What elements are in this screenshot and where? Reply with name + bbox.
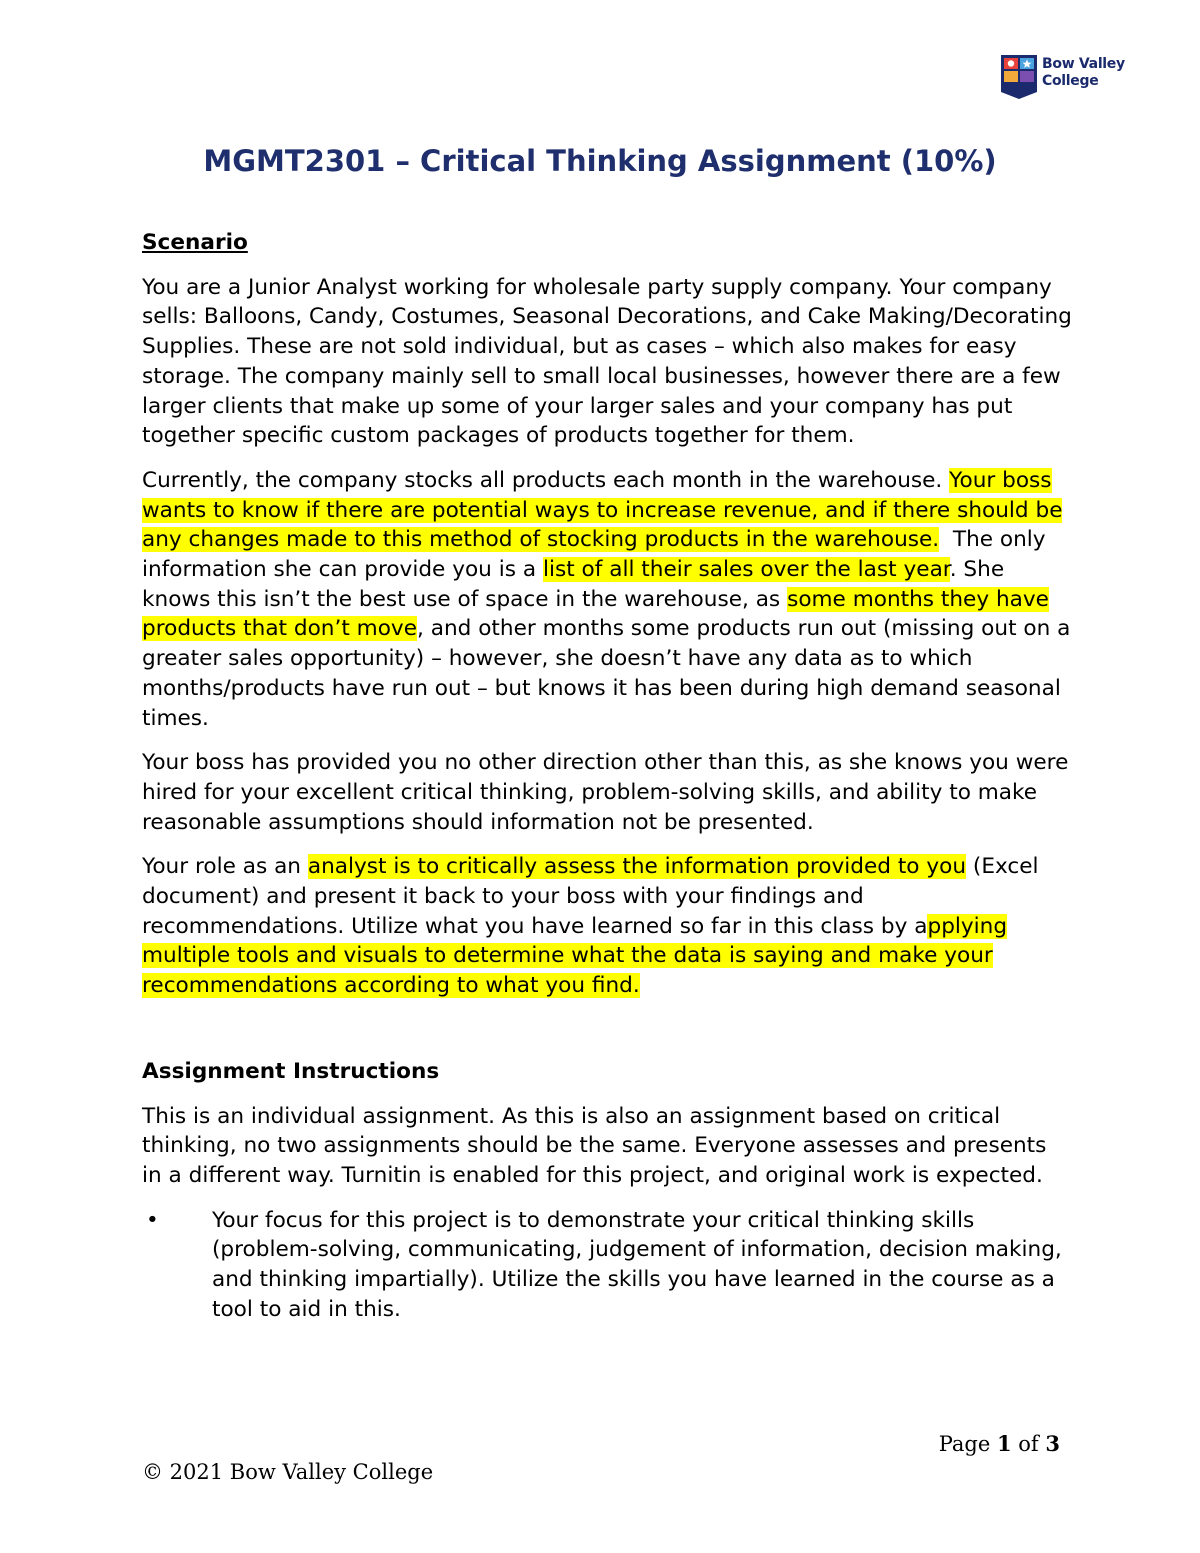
highlight-products-dont-move: some months they have products that don’t move bbox=[142, 586, 1049, 642]
scenario-paragraph-3: Your boss has provided you no other direction other than this, as she knows you were hired for your excellent critical thinking, problem-solving skills, and ability to make reasonable assumptions should information not be presented. bbox=[142, 750, 1069, 835]
bullet-icon: • bbox=[146, 1207, 159, 1233]
scenario-p2-text-c: . She knows this isn’t the best use of space in the warehouse, as bbox=[142, 557, 1005, 612]
highlight-sales-list: list of all their sales over the last year bbox=[542, 557, 950, 583]
scenario-p4-text-a: Your role as an bbox=[142, 854, 308, 880]
instructions-heading: Assignment Instructions bbox=[142, 1058, 440, 1084]
scenario-paragraph-1: You are a Junior Analyst working for wholesale party supply company. Your company sells: Balloons, Candy, Costumes, Seasonal Decorations, and Cake Making/Decorating Supplies. These are not sold individual, but as cases – which also makes for easy storage. The company mainly sell to small local businesses, however there are a few larger clients that make up some of your larger sales and your company has put together specific custom packages of products together for them. bbox=[142, 274, 1072, 449]
logo-line-2: College bbox=[1042, 73, 1099, 89]
page-current: 1 bbox=[996, 1431, 1012, 1456]
page-of: of bbox=[1011, 1432, 1046, 1456]
page-word: Page bbox=[938, 1432, 997, 1456]
scenario-heading: Scenario bbox=[142, 230, 248, 255]
scenario-p2-text-d: , and other months some products run out (missing out on a greater sales opportunity) – however, she doesn’t have any data as to which months/products have run out – but knows it has been during high demand seasonal times. bbox=[142, 616, 1071, 731]
highlight-analyst-role: analyst is to critically assess the information provided to you bbox=[307, 854, 967, 880]
copyright-footer: © 2021 Bow Valley College bbox=[142, 1460, 434, 1484]
highlight-apply-tools: pplying multiple tools and visuals to determine what the data is saying and make your recommendations according to what you find. bbox=[142, 913, 1008, 999]
document-title: MGMT2301 – Critical Thinking Assignment (10%) bbox=[203, 144, 997, 178]
scenario-paragraph-4 bbox=[142, 852, 1072, 1001]
scenario-p2-text-a: Currently, the company stocks all products each month in the warehouse. bbox=[142, 467, 950, 493]
scenario-paragraph-2 bbox=[142, 466, 1072, 733]
list-item-text: Your focus for this project is to demonstrate your critical thinking skills (problem-solving, communicating, judgement of information, decision making, and thinking impartially). Utilize the skills you have learned in the course as a tool to aid in this. bbox=[212, 1207, 1062, 1322]
section-spacer bbox=[142, 1016, 1072, 1057]
logo-line-1: Bow Valley bbox=[1042, 56, 1125, 72]
list-item bbox=[142, 1206, 1072, 1325]
instructions-bullet-list bbox=[142, 1206, 1072, 1325]
college-logo-text bbox=[1042, 56, 1125, 90]
scenario-p4-text-b: (Excel document) and present it back to your boss with your findings and recommendations. Utilize what you have learned so far in this class by a bbox=[142, 854, 1039, 939]
document-body bbox=[142, 228, 1072, 1325]
highlight-boss-wants: Your boss wants to know if there are potential ways to increase revenue, and if there should be any changes made to this method of stocking products in the warehouse. bbox=[142, 467, 1063, 553]
page-number bbox=[939, 1430, 1060, 1458]
instructions-paragraph-1: This is an individual assignment. As this is also an assignment based on critical thinking, no two assignments should be the same. Everyone assesses and presents in a different way. Turnitin is enabled for this project, and original work is expected. bbox=[142, 1103, 1047, 1188]
scenario-p2-text-b: The only information she can provide you is a bbox=[142, 527, 1053, 583]
page-total: 3 bbox=[1045, 1431, 1060, 1456]
college-logo bbox=[1000, 52, 1128, 102]
college-shield-icon bbox=[1000, 52, 1038, 100]
